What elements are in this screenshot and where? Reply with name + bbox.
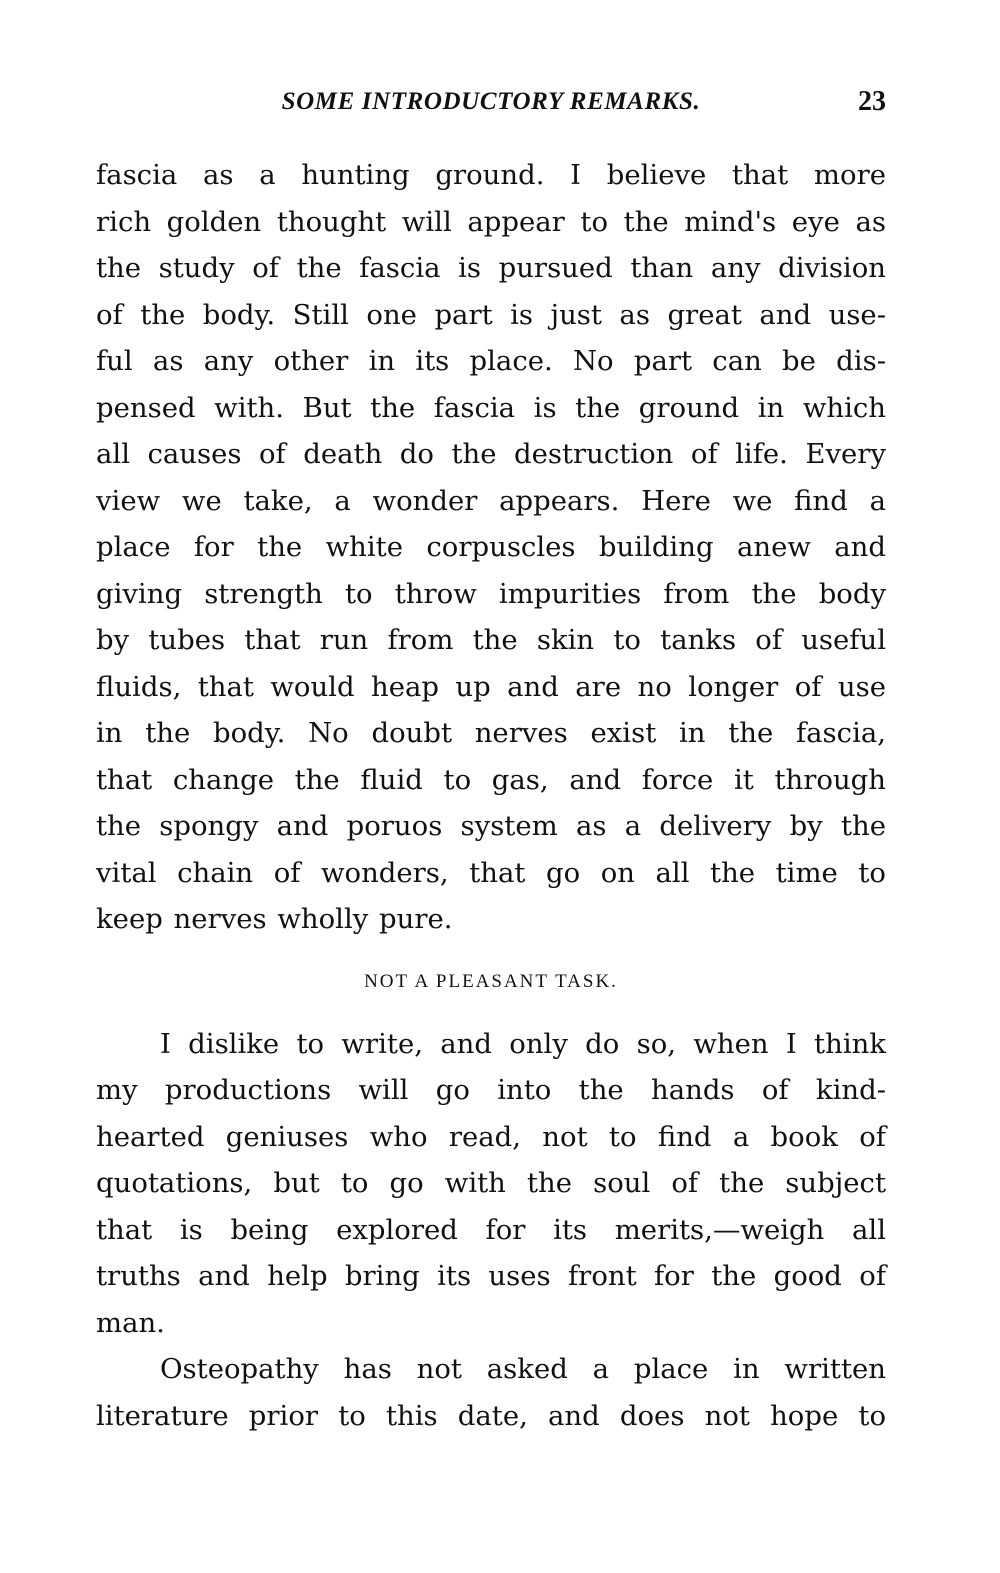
text-line: all causes of death do the destruction of life. Every: [96, 438, 886, 470]
running-title: SOME INTRODUCTORY REMARKS.: [281, 88, 701, 115]
text-line: fascia as a hunting ground. I believe that more: [96, 159, 886, 191]
text-line: of the body. Still one part is just as great and use-: [96, 298, 886, 331]
text-line: Osteopathy has not asked a place in written: [160, 1353, 886, 1385]
text-line: that is being explored for its merits,—weigh all: [96, 1213, 886, 1246]
text-line: keep nerves wholly pure.: [96, 903, 453, 935]
text-line: giving strength to throw impurities from the body: [96, 577, 886, 610]
text-line: the study of the fascia is pursued than any division: [96, 252, 886, 284]
text-line: literature prior to this date, and does not hope to: [96, 1399, 886, 1432]
text-line: truths and help bring its uses front for the good of: [96, 1260, 886, 1292]
text-line: man.: [96, 1306, 165, 1339]
text-line: the spongy and poruos system as a delivery by the: [96, 810, 886, 842]
text-line: quotations, but to go with the soul of the subject: [96, 1167, 886, 1199]
text-line: rich golden thought will appear to the mind's eye as: [96, 205, 886, 238]
text-line: pensed with. But the fascia is the ground in which: [96, 391, 886, 424]
text-line: that change the fluid to gas, and force it through: [96, 763, 886, 796]
section-heading: NOT A PLEASANT TASK.: [364, 970, 618, 992]
body-text: [96, 152, 886, 1439]
text-line: I dislike to write, and only do so, when I think: [160, 1027, 886, 1060]
text-line: view we take, a wonder appears. Here we find a: [96, 484, 886, 517]
paragraph-1: [96, 152, 886, 943]
text-line: fluids, that would heap up and are no longer of use: [96, 670, 886, 703]
text-line: in the body. No doubt nerves exist in the fascia,: [96, 717, 886, 749]
page-number: 23: [858, 86, 886, 117]
text-line: my productions will go into the hands of kind-: [96, 1074, 886, 1106]
text-line: by tubes that run from the skin to tanks of useful: [96, 624, 886, 656]
paragraph-2: [96, 1021, 886, 1347]
text-line: hearted geniuses who read, not to find a book of: [96, 1120, 886, 1153]
text-line: place for the white corpuscles building anew and: [96, 531, 886, 563]
paragraph-3: [96, 1346, 886, 1439]
running-header: [96, 88, 886, 128]
text-line: ful as any other in its place. No part can be dis-: [96, 345, 886, 377]
text-line: vital chain of wonders, that go on all the time to: [96, 856, 886, 889]
